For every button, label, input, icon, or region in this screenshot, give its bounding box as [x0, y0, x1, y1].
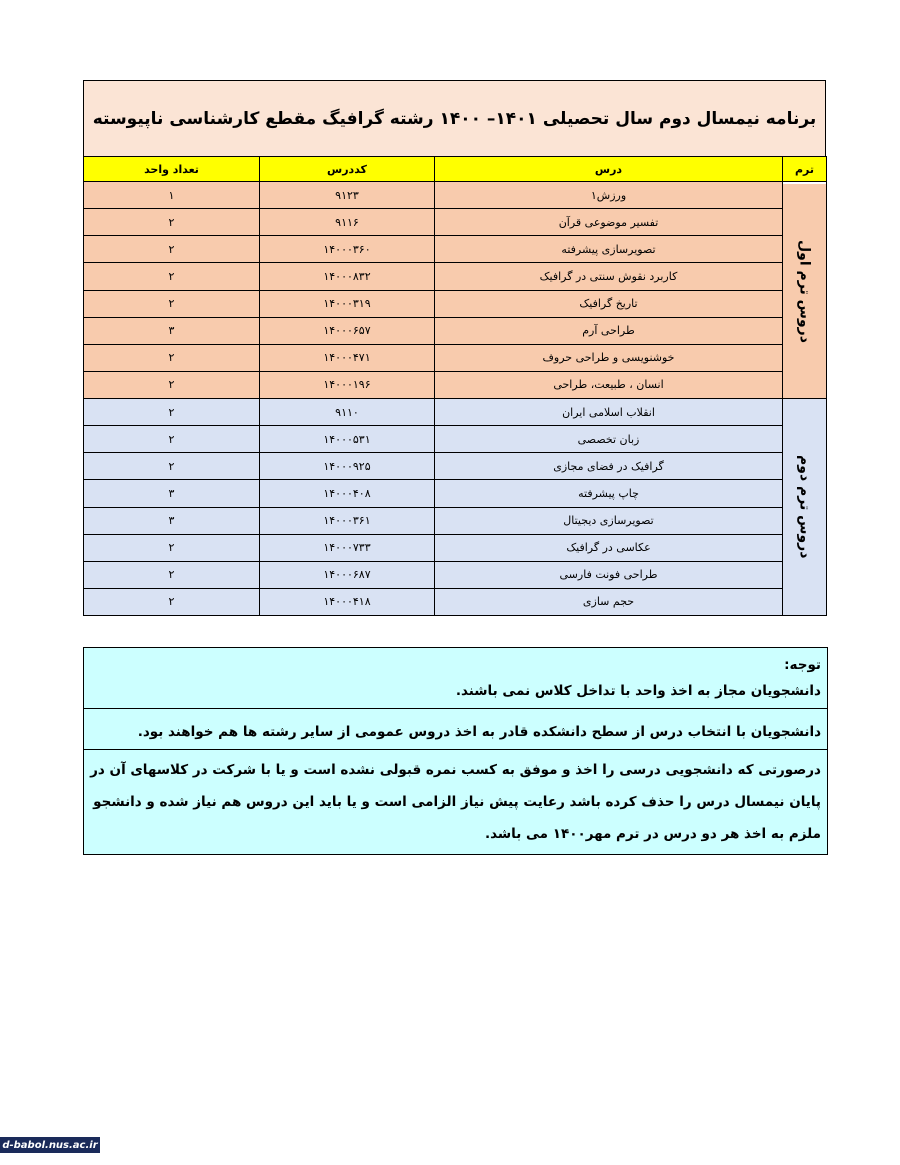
- table-row: [84, 534, 827, 561]
- header-term: ترم: [783, 157, 827, 182]
- course-code: ۱۴۰۰۰۹۲۵: [260, 453, 435, 480]
- course-name: گرافیک در فضای مجازی: [435, 453, 783, 480]
- term2-label-cell: [783, 399, 827, 616]
- course-name: انقلاب اسلامی ایران: [435, 399, 783, 426]
- course-name: عکاسی در گرافیک: [435, 534, 783, 561]
- course-code: ۱۴۰۰۰۳۶۱: [260, 507, 435, 534]
- table-row: [84, 290, 827, 317]
- course-units: ۲: [84, 453, 260, 480]
- course-code: ۱۴۰۰۰۴۰۸: [260, 480, 435, 507]
- course-code: ۱۴۰۰۰۶۵۷: [260, 317, 435, 344]
- course-code: ۱۴۰۰۰۱۹۶: [260, 371, 435, 398]
- notes-box: [83, 647, 828, 855]
- course-code: ۹۱۲۳: [260, 182, 435, 209]
- page-title: برنامه نیمسال دوم سال تحصیلی ۱۴۰۱– ۱۴۰۰ رشته گرافیگ مقطع کارشناسی ناپیوسته: [83, 80, 826, 157]
- course-name: تفسیر موضوعی قرآن: [435, 209, 783, 236]
- course-code: ۱۴۰۰۰۷۳۳: [260, 534, 435, 561]
- course-name: چاپ پیشرفته: [435, 480, 783, 507]
- course-code: ۱۴۰۰۰۸۳۲: [260, 263, 435, 290]
- course-units: ۲: [84, 534, 260, 561]
- table-row: [84, 209, 827, 236]
- table-row: [84, 236, 827, 263]
- course-code: ۱۴۰۰۰۶۸۷: [260, 561, 435, 588]
- course-name: انسان ، طبیعت، طراحی: [435, 371, 783, 398]
- course-name: تاریخ گرافیک: [435, 290, 783, 317]
- course-units: ۲: [84, 371, 260, 398]
- course-units: ۳: [84, 507, 260, 534]
- table-row: [84, 453, 827, 480]
- course-name: زبان تخصصی: [435, 426, 783, 453]
- course-units: ۲: [84, 236, 260, 263]
- course-name: کاربرد نقوش سنتی در گرافیک: [435, 263, 783, 290]
- course-name: طراحی فونت فارسی: [435, 561, 783, 588]
- table-row: [84, 480, 827, 507]
- course-units: ۲: [84, 263, 260, 290]
- table-row: [84, 426, 827, 453]
- table-row: [84, 182, 827, 209]
- course-units: ۲: [84, 561, 260, 588]
- course-units: ۲: [84, 588, 260, 615]
- table-row: [84, 561, 827, 588]
- table-row: [84, 263, 827, 290]
- course-code: ۱۴۰۰۰۴۷۱: [260, 344, 435, 371]
- course-units: ۲: [84, 399, 260, 426]
- site-badge: d-babol.nus.ac.ir: [0, 1137, 100, 1153]
- course-units: ۲: [84, 209, 260, 236]
- header-units: تعداد واحد: [84, 157, 260, 182]
- note-2: دانشجویان با انتخاب درس از سطح دانشکده قادر به اخذ دروس عمومی از سایر رشته ها هم خواهند بود.: [137, 724, 821, 740]
- course-units: ۲: [84, 344, 260, 371]
- course-units: ۲: [84, 290, 260, 317]
- course-units: ۲: [84, 426, 260, 453]
- course-code: ۱۴۰۰۰۵۳۱: [260, 426, 435, 453]
- table-row: [84, 344, 827, 371]
- term1-label-cell: [783, 182, 827, 399]
- term1-label: دروس ترم اول: [796, 239, 813, 343]
- course-units: ۳: [84, 480, 260, 507]
- note-block-1: [84, 648, 827, 708]
- table-header-row: [84, 157, 827, 182]
- table-row: [84, 399, 827, 426]
- header-code: کددرس: [260, 157, 435, 182]
- course-table: [83, 156, 827, 616]
- course-name: حجم سازی: [435, 588, 783, 615]
- course-name: تصویرسازی پیشرفته: [435, 236, 783, 263]
- note-block-2: [84, 708, 827, 749]
- notes-heading: توجه:: [784, 657, 821, 673]
- course-name: ورزش۱: [435, 182, 783, 209]
- course-code: ۹۱۱۶: [260, 209, 435, 236]
- course-units: ۳: [84, 317, 260, 344]
- table-row: [84, 371, 827, 398]
- table-row: [84, 507, 827, 534]
- note-3: درصورتی که دانشجویی درسی را اخذ و موفق به کسب نمره قبولی نشده است و یا با شرکت در کلاسهای آن در پایان نیمسال درس را حذف کرده باشد رعایت پیش نیاز الزامی است و یا باید این دروس هم نیاز شده و دانشجو ملزم به اخذ هر دو درس در ترم مهر۱۴۰۰ می باشد.: [90, 762, 821, 842]
- course-name: طراحی آرم: [435, 317, 783, 344]
- header-course: درس: [435, 157, 783, 182]
- note-1: دانشجویان مجاز به اخذ واحد با تداخل کلاس نمی باشند.: [455, 683, 821, 699]
- term2-label: دروس ترم دوم: [796, 455, 813, 559]
- course-code: ۱۴۰۰۰۳۱۹: [260, 290, 435, 317]
- course-code: ۱۴۰۰۰۳۶۰: [260, 236, 435, 263]
- course-units: ۱: [84, 182, 260, 209]
- course-name: خوشنویسی و طراحی حروف: [435, 344, 783, 371]
- note-block-3: [84, 749, 827, 854]
- table-row: [84, 588, 827, 615]
- course-code: ۹۱۱۰: [260, 399, 435, 426]
- course-name: تصویرسازی دیجیتال: [435, 507, 783, 534]
- table-row: [84, 317, 827, 344]
- course-code: ۱۴۰۰۰۴۱۸: [260, 588, 435, 615]
